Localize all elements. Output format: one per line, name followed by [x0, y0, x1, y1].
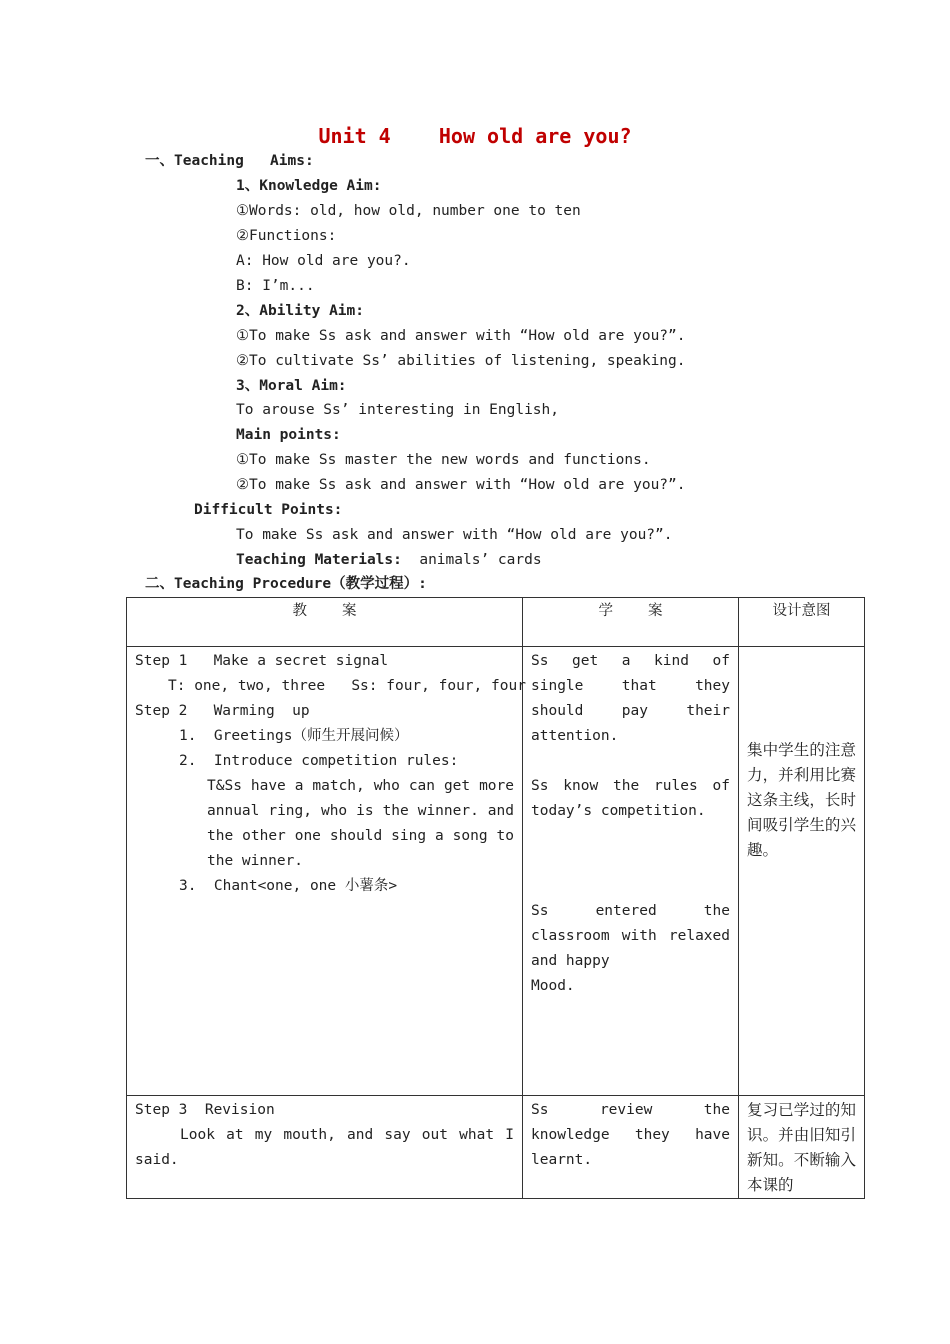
table-row — [127, 647, 865, 1096]
knowledge-words: ①Words: old, how old, number one to ten — [236, 203, 581, 219]
moral-aim-heading: 3、Moral Aim: — [236, 378, 347, 394]
step1-title: Step 1 Make a secret signal — [135, 653, 389, 669]
step2-item-3: 3. Chant<one, one 小薯条> — [179, 878, 398, 894]
step2-item-1: 1. Greetings（师生开展问候） — [179, 728, 409, 744]
step3-detail: Look at my mouth, and say out what I said. — [135, 1127, 514, 1168]
procedure-table — [126, 597, 865, 1199]
step2-item-2: 2. Introduce competition rules: — [179, 753, 459, 769]
design-intent-1: 集中学生的注意力，并利用比赛这条主线，长时间吸引学生的兴趣。 — [747, 741, 856, 859]
header-student-plan: 学 案 — [523, 598, 739, 647]
step2-title: Step 2 Warming up — [135, 703, 310, 719]
aims-heading: 一、Teaching Aims: — [145, 153, 314, 169]
ability-aim-2: ②To cultivate Ss’ abilities of listening, speaking. — [236, 353, 686, 369]
moral-aim-1: To arouse Ss’ interesting in English, — [236, 402, 560, 418]
ability-aim-1: ①To make Ss ask and answer with “How old are you?”. — [236, 328, 686, 344]
step1-dialog: T: one, two, three Ss: four, four, four — [168, 678, 526, 694]
main-point-2: ②To make Ss ask and answer with “How old are you?”. — [236, 477, 686, 493]
row1-student-cell — [523, 647, 739, 1096]
step3-title: Step 3 Revision — [135, 1102, 275, 1118]
table-header-row — [127, 598, 865, 647]
spacer — [531, 874, 730, 899]
row1-intent-cell — [739, 647, 865, 1096]
student-activity-3: Ss entered the classroom with relaxed and happy — [531, 903, 730, 969]
row1-teacher-cell — [127, 647, 526, 1096]
function-b: B: I’m... — [236, 278, 315, 294]
main-point-1: ①To make Ss master the new words and functions. — [236, 452, 651, 468]
student-activity-3-end: Mood. — [531, 978, 575, 994]
difficult-point-1: To make Ss ask and answer with “How old are you?”. — [236, 527, 673, 543]
teaching-materials-label: Teaching Materials: — [236, 552, 402, 568]
table-row — [127, 1096, 865, 1199]
student-activity-1: Ss get a kind of single that they should pay their attention. — [531, 653, 730, 744]
knowledge-functions: ②Functions: — [236, 228, 337, 244]
spacer — [531, 749, 730, 774]
procedure-heading: 二、Teaching Procedure（教学过程）: — [145, 576, 427, 592]
spacer — [531, 824, 730, 849]
ability-aim-heading: 2、Ability Aim: — [236, 303, 364, 319]
teaching-materials-value: animals’ cards — [419, 552, 542, 568]
row2-student-cell — [523, 1096, 739, 1199]
header-design-intent: 设计意图 — [739, 598, 865, 647]
row2-intent-cell — [739, 1096, 865, 1199]
difficult-points-heading: Difficult Points: — [194, 502, 343, 518]
design-intent-2: 复习已学过的知识。并由旧知引新知。不断输入本课的 — [747, 1101, 856, 1194]
student-activity-4: Ss review the knowledge they have learnt. — [531, 1102, 730, 1168]
spacer — [531, 849, 730, 874]
function-a: A: How old are you?. — [236, 253, 411, 269]
teaching-materials — [236, 548, 542, 573]
document-title: Unit 4 How old are you? — [318, 124, 632, 148]
step2-item-2-detail: T&Ss have a match, who can get more annual ring, who is the winner. and the other one should sing a song to the winner. — [207, 778, 514, 869]
row2-teacher-cell — [127, 1096, 523, 1199]
knowledge-aim-heading: 1、Knowledge Aim: — [236, 178, 382, 194]
student-activity-2: Ss know the rules of today’s competition. — [531, 778, 730, 819]
header-teacher-plan: 教 案 — [127, 598, 523, 647]
main-points-heading: Main points: — [236, 427, 341, 443]
